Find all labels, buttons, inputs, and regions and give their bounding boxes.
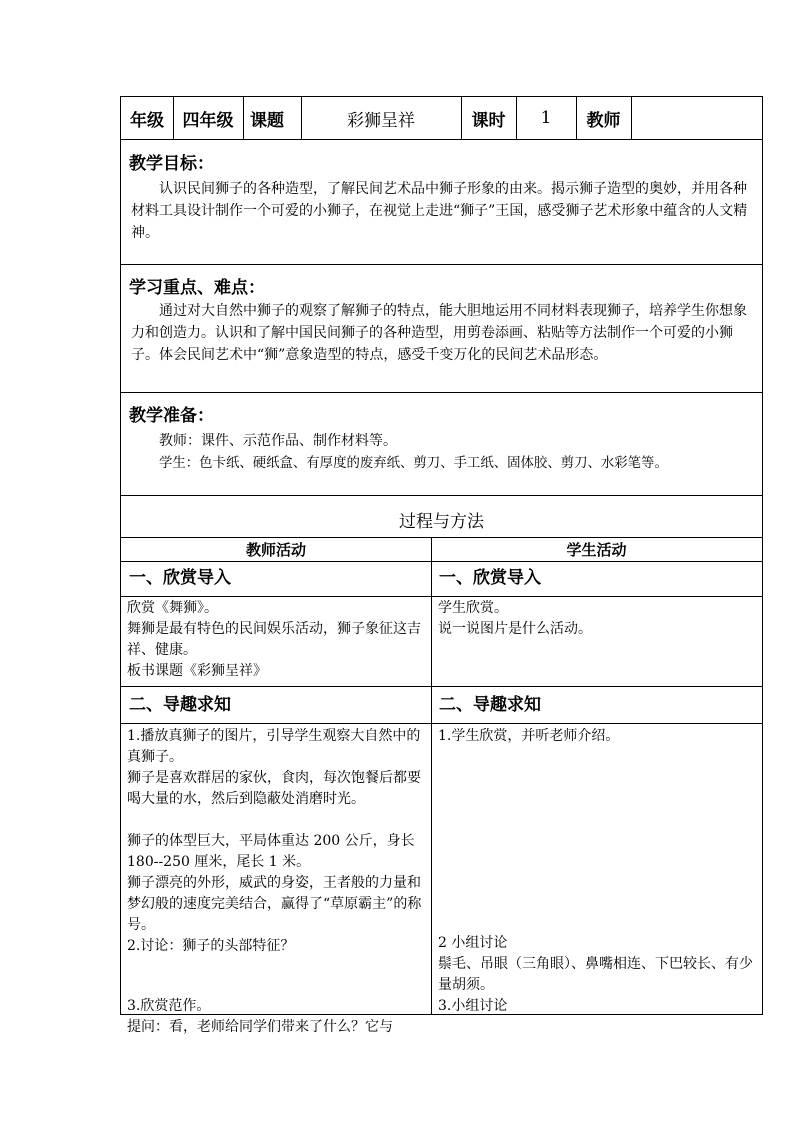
list-item: 鬃毛、吊眼（三角眼）、鼻嘴相连、下巴较长、有少量胡须。	[438, 956, 753, 993]
teacher-value	[631, 97, 762, 139]
topic-value: 彩狮呈祥	[347, 110, 415, 131]
teacher-section-1-heading-cell	[129, 561, 425, 595]
grade-label: 年级	[130, 110, 164, 131]
preparation-section	[121, 392, 762, 495]
teacher-section-2-heading-cell	[129, 686, 425, 723]
list-item: 提问：看，老师给同学们带来了什么？它与	[127, 1019, 393, 1035]
teacher-label: 教师	[586, 110, 621, 131]
topic-label: 课题	[250, 110, 284, 131]
list-item: 狮子漂亮的外形，威武的身姿，王者般的力量和梦幻般的速度完美结合，赢得了“草原霸主”的称号。	[127, 875, 422, 933]
list-item: 狮子的体型巨大，平局体重达 200 公斤，身长 180--250 厘米，尾长 1 米。	[127, 833, 415, 870]
list-item: 学生欣赏。	[438, 600, 508, 616]
student-section-2-heading: 二、导趣求知	[439, 695, 541, 715]
row-divider	[121, 495, 762, 496]
list-item: 狮子是喜欢群居的家伙，食肉，每次饱餐后都要喝大量的水，然后到隐蔽处消磨时光。	[127, 770, 421, 807]
student-section-2-heading-cell	[439, 686, 757, 723]
list-item: 1.学生欣赏，并听老师介绍。	[438, 728, 620, 744]
teaching-goals-title: 教学目标：	[129, 154, 214, 174]
preparation-student-line: 学生：色卡纸、硬纸盒、有厚度的废弃纸、剪刀、手工纸、固体胶、剪刀、水彩笔等。	[159, 456, 668, 471]
process-title: 过程与方法	[399, 512, 484, 532]
key-points-text: 通过对大自然中狮子的观察了解狮子的特点，能大胆地运用不同材料表现狮子，培养学生你想象力和创造力。认识和了解中国民间狮子的各种造型，用剪卷添画、粘贴等方法制作一个可爱的小狮子。体会民间艺术中“狮”意象造型的特点，感受千变万化的民间艺术品形态。	[131, 303, 747, 363]
student-section-1-heading-cell	[439, 561, 757, 595]
period-label: 课时	[471, 110, 506, 131]
lesson-plan-table	[120, 96, 763, 1035]
list-item: 2 小组讨论	[438, 935, 508, 951]
preparation-title: 教学准备：	[129, 406, 214, 426]
list-item: 3.小组讨论	[438, 998, 508, 1014]
list-item: 舞狮是最有特色的民间娱乐活动，狮子象征这吉祥、健康。	[127, 621, 421, 658]
preparation-teacher-line: 教师：课件、示范作品、制作材料等。	[159, 433, 397, 449]
grade-value: 四年级	[182, 110, 234, 131]
teacher-activity-header: 教师活动	[245, 540, 306, 559]
list-item: 说一说图片是什么活动。	[438, 621, 592, 637]
student-section-1-heading: 一、欣赏导入	[439, 568, 541, 588]
list-item: 欣赏《舞狮》。	[127, 600, 218, 616]
key-points-title: 学习重点、难点：	[129, 278, 265, 298]
list-item: 板书课题《彩狮呈祥》	[127, 663, 267, 679]
student-activity-header: 学生活动	[566, 540, 627, 559]
period-value: 1	[540, 108, 552, 128]
list-item: 1.播放真狮子的图片，引导学生观察大自然中的真狮子。	[127, 728, 421, 765]
row-divider	[121, 596, 762, 597]
teacher-section-2-heading: 二、导趣求知	[129, 695, 231, 715]
key-points-section	[121, 264, 762, 392]
teacher-section-1-heading: 一、欣赏导入	[129, 568, 231, 588]
list-item: 3.欣赏范作。	[127, 998, 211, 1014]
row-divider	[121, 723, 762, 724]
teaching-goals-text: 认识民间狮子的各种造型，了解民间艺术品中狮子形象的由来。揭示狮子造型的奥妙，并用各种材料工具设计制作一个可爱的小狮子，在视觉上走进“狮子”王国，感受狮子艺术形象中蕴含的人文精神。	[131, 181, 748, 241]
teaching-goals-section	[121, 139, 762, 264]
column-divider	[431, 537, 432, 1014]
list-item: 2.讨论：狮子的头部特征？	[127, 938, 295, 954]
